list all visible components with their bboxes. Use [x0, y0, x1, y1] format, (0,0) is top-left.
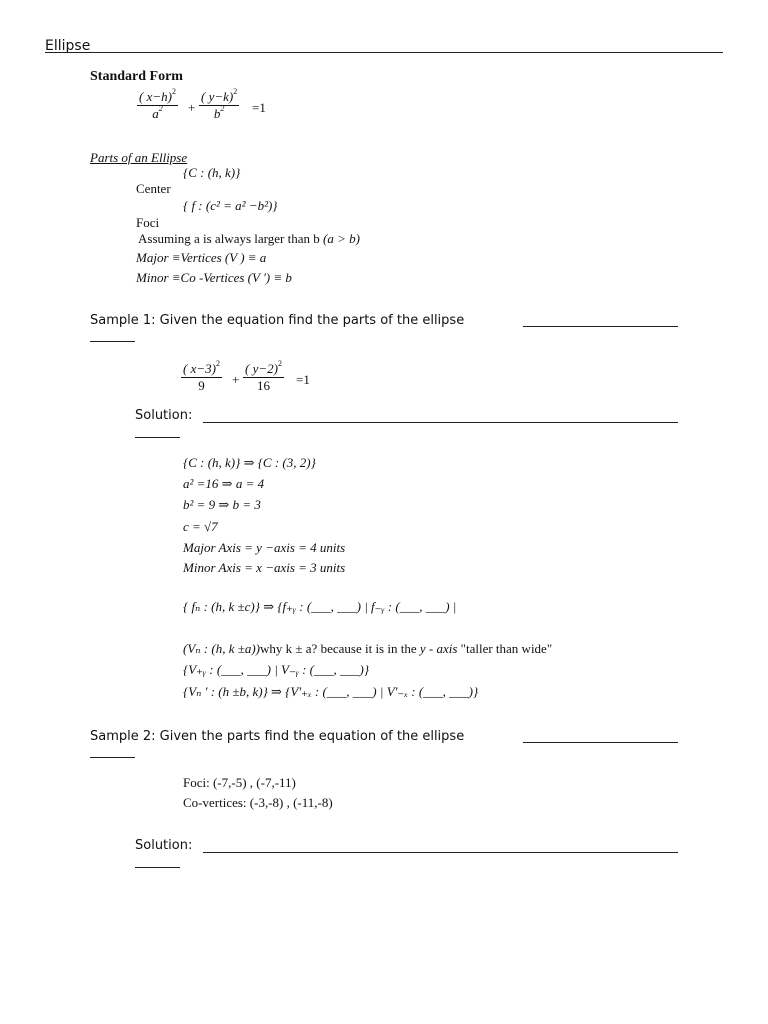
step-vertex-explanation: (Vₙ : (h, k ±a))why k ± a? because it is in the y - axis "taller than wide" — [183, 641, 553, 656]
assumption-line: Assuming a is always larger than b (a > b) — [138, 231, 360, 246]
sample2-solution-rule — [203, 852, 678, 853]
sample1-term1: ( x−3)$^2$ 9 — [183, 359, 220, 393]
step-vertex-values: {V₊ᵧ : (___, ___) | V₋ᵧ : (___, ___)} — [183, 662, 370, 677]
document-title: Ellipse — [45, 38, 91, 54]
sample2-foci: Foci: (-7,-5) , (-7,-11) — [183, 775, 296, 790]
sample1-rhs: =1 — [296, 372, 310, 387]
step-a: a² =16 ⇒ a = 4 — [183, 476, 265, 491]
sample1-solution-rule — [203, 422, 678, 423]
title-underline — [45, 52, 723, 53]
step-center: {C : (h, k)} ⇒ {C : (3, 2)} — [183, 455, 316, 470]
standard-form-heading: Standard Form — [90, 69, 183, 84]
center-formula: {C : (h, k)} — [183, 165, 241, 180]
standard-form-term2: ( y−k)$^2$ $b^2$ — [201, 87, 238, 121]
sample1-solution-rule-short — [135, 437, 180, 438]
minor-covertices-line: Minor ≡Co -Vertices (V ') ≡ b — [136, 270, 292, 285]
sample2-title-rule-short — [90, 757, 135, 758]
step-b: b² = 9 ⇒ b = 3 — [183, 497, 261, 512]
sample1-solution-label: Solution: — [135, 408, 193, 423]
standard-form-plus: + — [188, 100, 196, 115]
step-covertex-line: {Vₙ ' : (h ±b, k)} ⇒ {V'₊ₓ : (___, ___) | V'₋ₓ : (___, ___)} — [183, 684, 479, 699]
sample2-solution-rule-short — [135, 867, 180, 868]
standard-form-term1: ( x−h)$^2$ $a^2$ — [139, 87, 176, 121]
sample2-title-rule — [523, 742, 678, 743]
step-foci-line: { fₙ : (h, k ±c)} ⇒ {f₊ᵧ : (___, ___) | f₋ᵧ : (___, ___) | — [183, 599, 457, 614]
foci-label: Foci — [136, 215, 160, 230]
sample2-covertices: Co-vertices: (-3,-8) , (-11,-8) — [183, 795, 333, 810]
standard-form-rhs: =1 — [252, 100, 266, 115]
sample1-title-rule-short — [90, 341, 135, 342]
sample2-solution-label: Solution: — [135, 838, 193, 853]
center-label: Center — [136, 181, 171, 196]
parts-heading: Parts of an Ellipse — [90, 150, 188, 165]
step-major-axis: Major Axis = y −axis = 4 units — [183, 540, 346, 555]
step-c: c = √7 — [183, 519, 218, 534]
sample1-plus: + — [232, 372, 240, 387]
sample1-title: Sample 1: Given the equation find the parts of the ellipse — [90, 313, 465, 328]
sample1-title-rule — [523, 326, 678, 327]
foci-formula: { f : (c² = a² −b²)} — [183, 198, 278, 213]
major-vertices-line: Major ≡Vertices (V ) ≡ a — [136, 250, 267, 265]
sample2-title: Sample 2: Given the parts find the equation of the ellipse — [90, 729, 465, 744]
step-minor-axis: Minor Axis = x −axis = 3 units — [183, 560, 346, 575]
sample1-term2: ( y−2)$^2$ 16 — [245, 359, 282, 393]
